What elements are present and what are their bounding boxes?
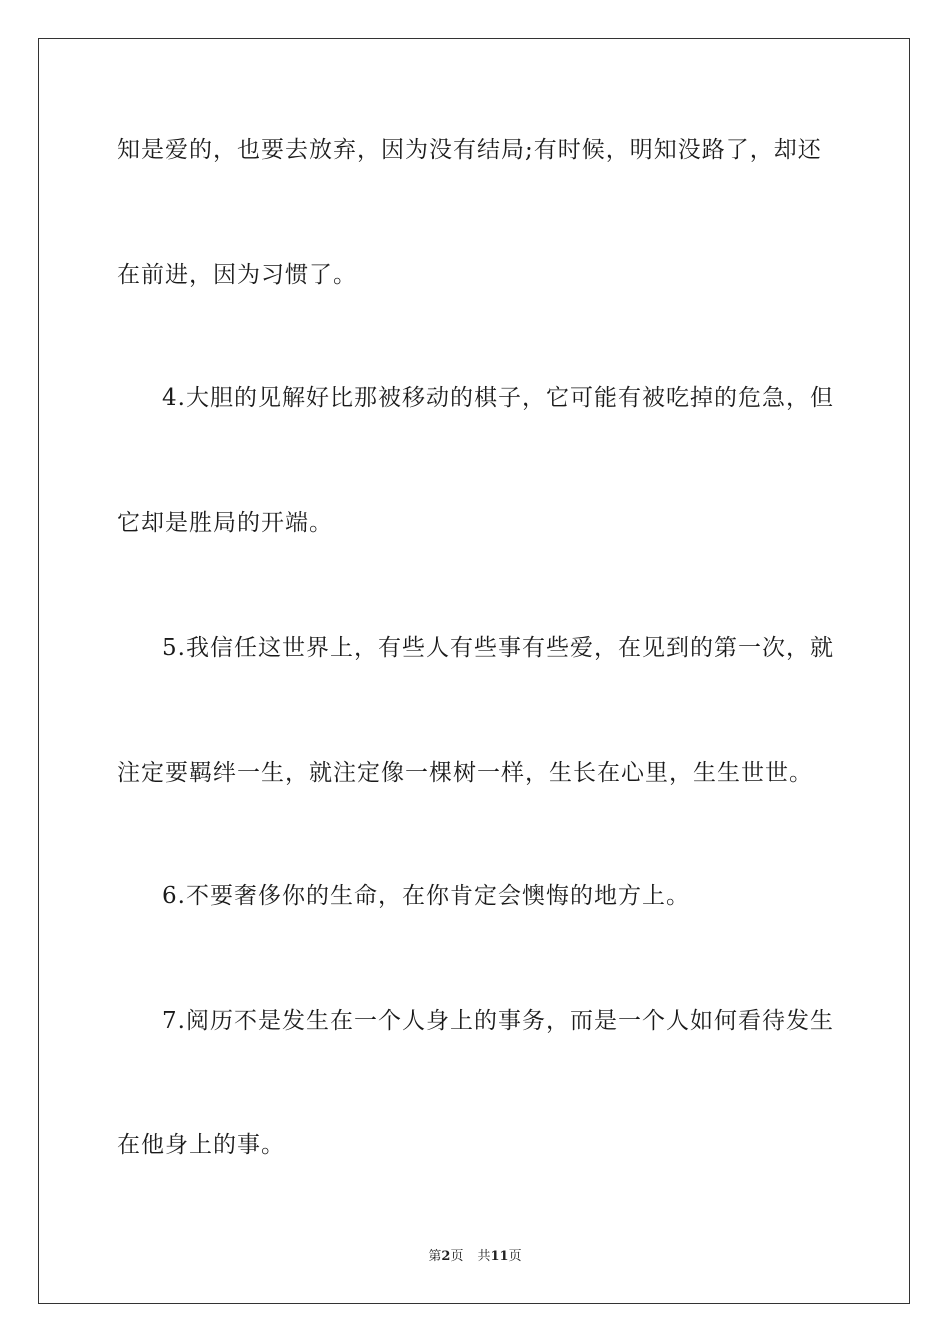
footer-total-suffix: 页 xyxy=(508,1249,522,1264)
footer-total-prefix: 共 xyxy=(477,1249,491,1264)
page-border xyxy=(38,38,910,1304)
footer-page-number: 2 xyxy=(441,1249,451,1264)
paragraph-4-line-1: 4.大胆的见解好比那被移动的棋子，它可能有被吃掉的危急，但 xyxy=(162,385,834,411)
paragraph-3-line-3: 在前进，因为习惯了。 xyxy=(117,262,357,288)
paragraph-7-line-2: 在他身上的事。 xyxy=(117,1132,285,1158)
footer-total-pages: 11 xyxy=(490,1249,509,1264)
paragraph-7-line-1: 7.阅历不是发生在一个人身上的事务，而是一个人如何看待发生 xyxy=(162,1008,834,1034)
footer-page-prefix: 第 xyxy=(428,1249,442,1264)
paragraph-5-line-1: 5.我信任这世界上，有些人有些事有些爱，在见到的第一次，就 xyxy=(162,635,834,661)
paragraph-3-line-2: 知是爱的，也要去放弃，因为没有结局;有时候，明知没路了，却还 xyxy=(117,137,822,163)
footer-page-suffix: 页 xyxy=(450,1249,464,1264)
paragraph-5-line-2: 注定要羁绊一生，就注定像一棵树一样，生长在心里，生生世世。 xyxy=(117,760,813,786)
paragraph-4-line-2: 它却是胜局的开端。 xyxy=(117,510,333,536)
page-footer xyxy=(0,1249,950,1265)
paragraph-6-line-1: 6.不要奢侈你的生命，在你肯定会懊悔的地方上。 xyxy=(162,883,690,909)
